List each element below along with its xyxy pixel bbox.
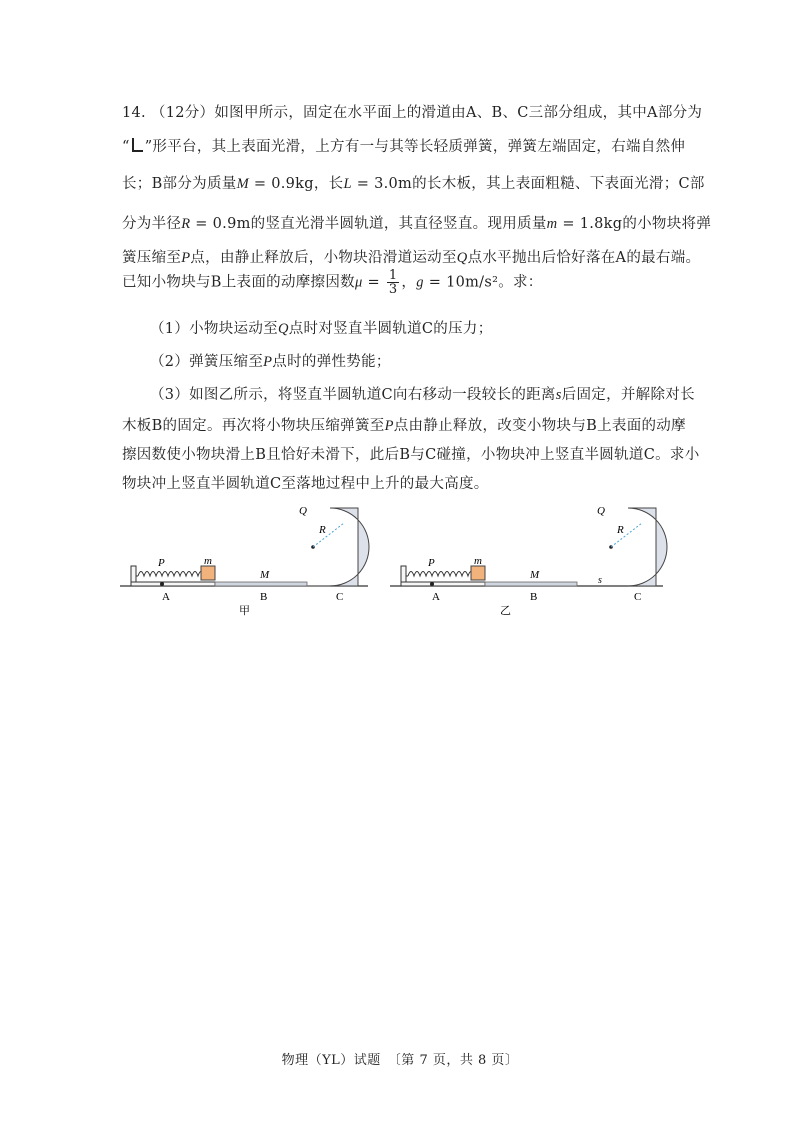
label-C: C: [634, 591, 642, 603]
l-shape-icon: [132, 138, 143, 152]
text: 长；B部分为质量: [122, 176, 237, 192]
problem-number: 14.: [122, 105, 146, 121]
text: 如图甲所示，固定在水平面上的滑道由A、B、C三部分组成，其中A部分为: [214, 105, 703, 121]
fraction-numerator: 1: [388, 268, 398, 283]
problem-line-1: [122, 101, 702, 122]
var-L: L: [343, 176, 352, 192]
figure-right: [390, 505, 667, 617]
fraction-denominator: 3: [388, 282, 398, 297]
plank-B: [485, 582, 577, 586]
var-M: M: [236, 176, 249, 192]
text: 后固定，并解除对长: [561, 387, 695, 403]
question-2: [150, 350, 391, 371]
text: ，: [401, 274, 417, 291]
text: 点，由静止释放后，小物块沿滑道运动至: [190, 250, 457, 266]
label-R: R: [617, 524, 624, 536]
figure-left: [120, 505, 369, 617]
var-P: P: [263, 354, 273, 370]
block-m: [471, 566, 485, 580]
text: = 3.0m的长木板，其上表面粗糙、下表面光滑；C部: [351, 176, 705, 192]
var-mu: μ: [354, 274, 363, 291]
label-P: P: [158, 557, 165, 569]
fraction-one-third: [387, 269, 400, 296]
platform-A: [401, 582, 485, 586]
text: ”形平台，其上表面光滑，上方有一与其等长轻质弹簧，弹簧左端固定，右端自然伸: [144, 139, 686, 155]
label-M: M: [530, 569, 540, 581]
question-1: [150, 317, 493, 338]
question-3-line-4: [122, 472, 489, 493]
text: = 0.9kg，长: [248, 176, 344, 192]
problem-line-4: [122, 212, 711, 233]
radius-line: [611, 523, 642, 547]
text: = 10m/s²。求：: [423, 274, 543, 291]
label-A: A: [162, 591, 170, 603]
var-R: R: [181, 216, 191, 232]
text: 物块冲上竖直半圆轨道C至落地过程中上升的最大高度。: [122, 476, 489, 492]
text: = 1.8kg的小物块将弹: [557, 216, 712, 232]
var-m: m: [546, 216, 558, 232]
problem-line-6: [122, 269, 543, 296]
point-P-marker: [430, 582, 434, 586]
question-3-line-2: [122, 414, 686, 435]
label-P: P: [428, 557, 435, 569]
label-B: B: [530, 591, 538, 603]
text: （1）小物块运动至: [150, 321, 278, 337]
label-R: R: [319, 524, 326, 536]
question-3-line-1: [150, 383, 695, 404]
text: 已知小物块与B上表面的动摩擦因数: [122, 274, 355, 291]
var-g: g: [416, 274, 424, 291]
caption-jia: 甲: [239, 605, 250, 617]
text: 点时对竖直半圆轨道C的压力；: [288, 321, 493, 337]
label-m: m: [204, 555, 212, 567]
text: “: [122, 139, 130, 155]
semicircle-track-C: [628, 508, 667, 586]
point-P-marker: [160, 582, 164, 586]
text: 点水平抛出后恰好落在A的最右端。: [467, 250, 701, 266]
label-m: m: [474, 555, 482, 567]
caption-yi: 乙: [500, 605, 511, 617]
label-A: A: [432, 591, 440, 603]
text: 点时的弹性势能；: [272, 354, 391, 370]
label-Q: Q: [597, 505, 605, 517]
text: （3）如图乙所示，将竖直半圆轨道C向右移动一段较长的距离: [150, 387, 556, 403]
text: 木板B的固定。再次将小物块压缩弹簧至: [122, 418, 385, 434]
page-footer: 物理（YL）试题 〔第 7 页，共 8 页〕: [281, 1053, 519, 1068]
radius-line: [313, 523, 344, 547]
label-B: B: [260, 591, 268, 603]
var-Q: Q: [277, 321, 289, 337]
var-P: P: [384, 418, 394, 434]
text: 擦因数使小物块滑上B且恰好未滑下，此后B与C碰撞，小物块冲上竖直半圆轨道C。求小: [122, 447, 700, 463]
text: =: [362, 274, 385, 291]
label-Q: Q: [299, 505, 307, 517]
problem-line-3: [122, 172, 705, 193]
var-P: P: [181, 250, 191, 266]
label-s: s: [598, 575, 602, 586]
text: 簧压缩至: [122, 250, 182, 266]
question-3-line-3: [122, 443, 700, 464]
text: 分为半径: [122, 216, 182, 232]
text: 点由静止释放，改变小物块与B上表面的动摩: [393, 418, 686, 434]
plank-B: [215, 582, 307, 586]
semicircle-track-C: [330, 508, 369, 586]
problem-line-5: [122, 246, 700, 267]
label-M: M: [260, 569, 270, 581]
block-m: [201, 566, 215, 580]
platform-A: [131, 582, 215, 586]
var-s: s: [555, 387, 562, 403]
text: （2）弹簧压缩至: [150, 354, 264, 370]
problem-score: （12分）: [150, 105, 215, 121]
problem-line-2: [122, 135, 685, 156]
var-Q: Q: [456, 250, 468, 266]
text: = 0.9m的竖直光滑半圆轨道，其直径竖直。现用质量: [190, 216, 547, 232]
label-C: C: [336, 591, 344, 603]
figures: [118, 498, 678, 628]
